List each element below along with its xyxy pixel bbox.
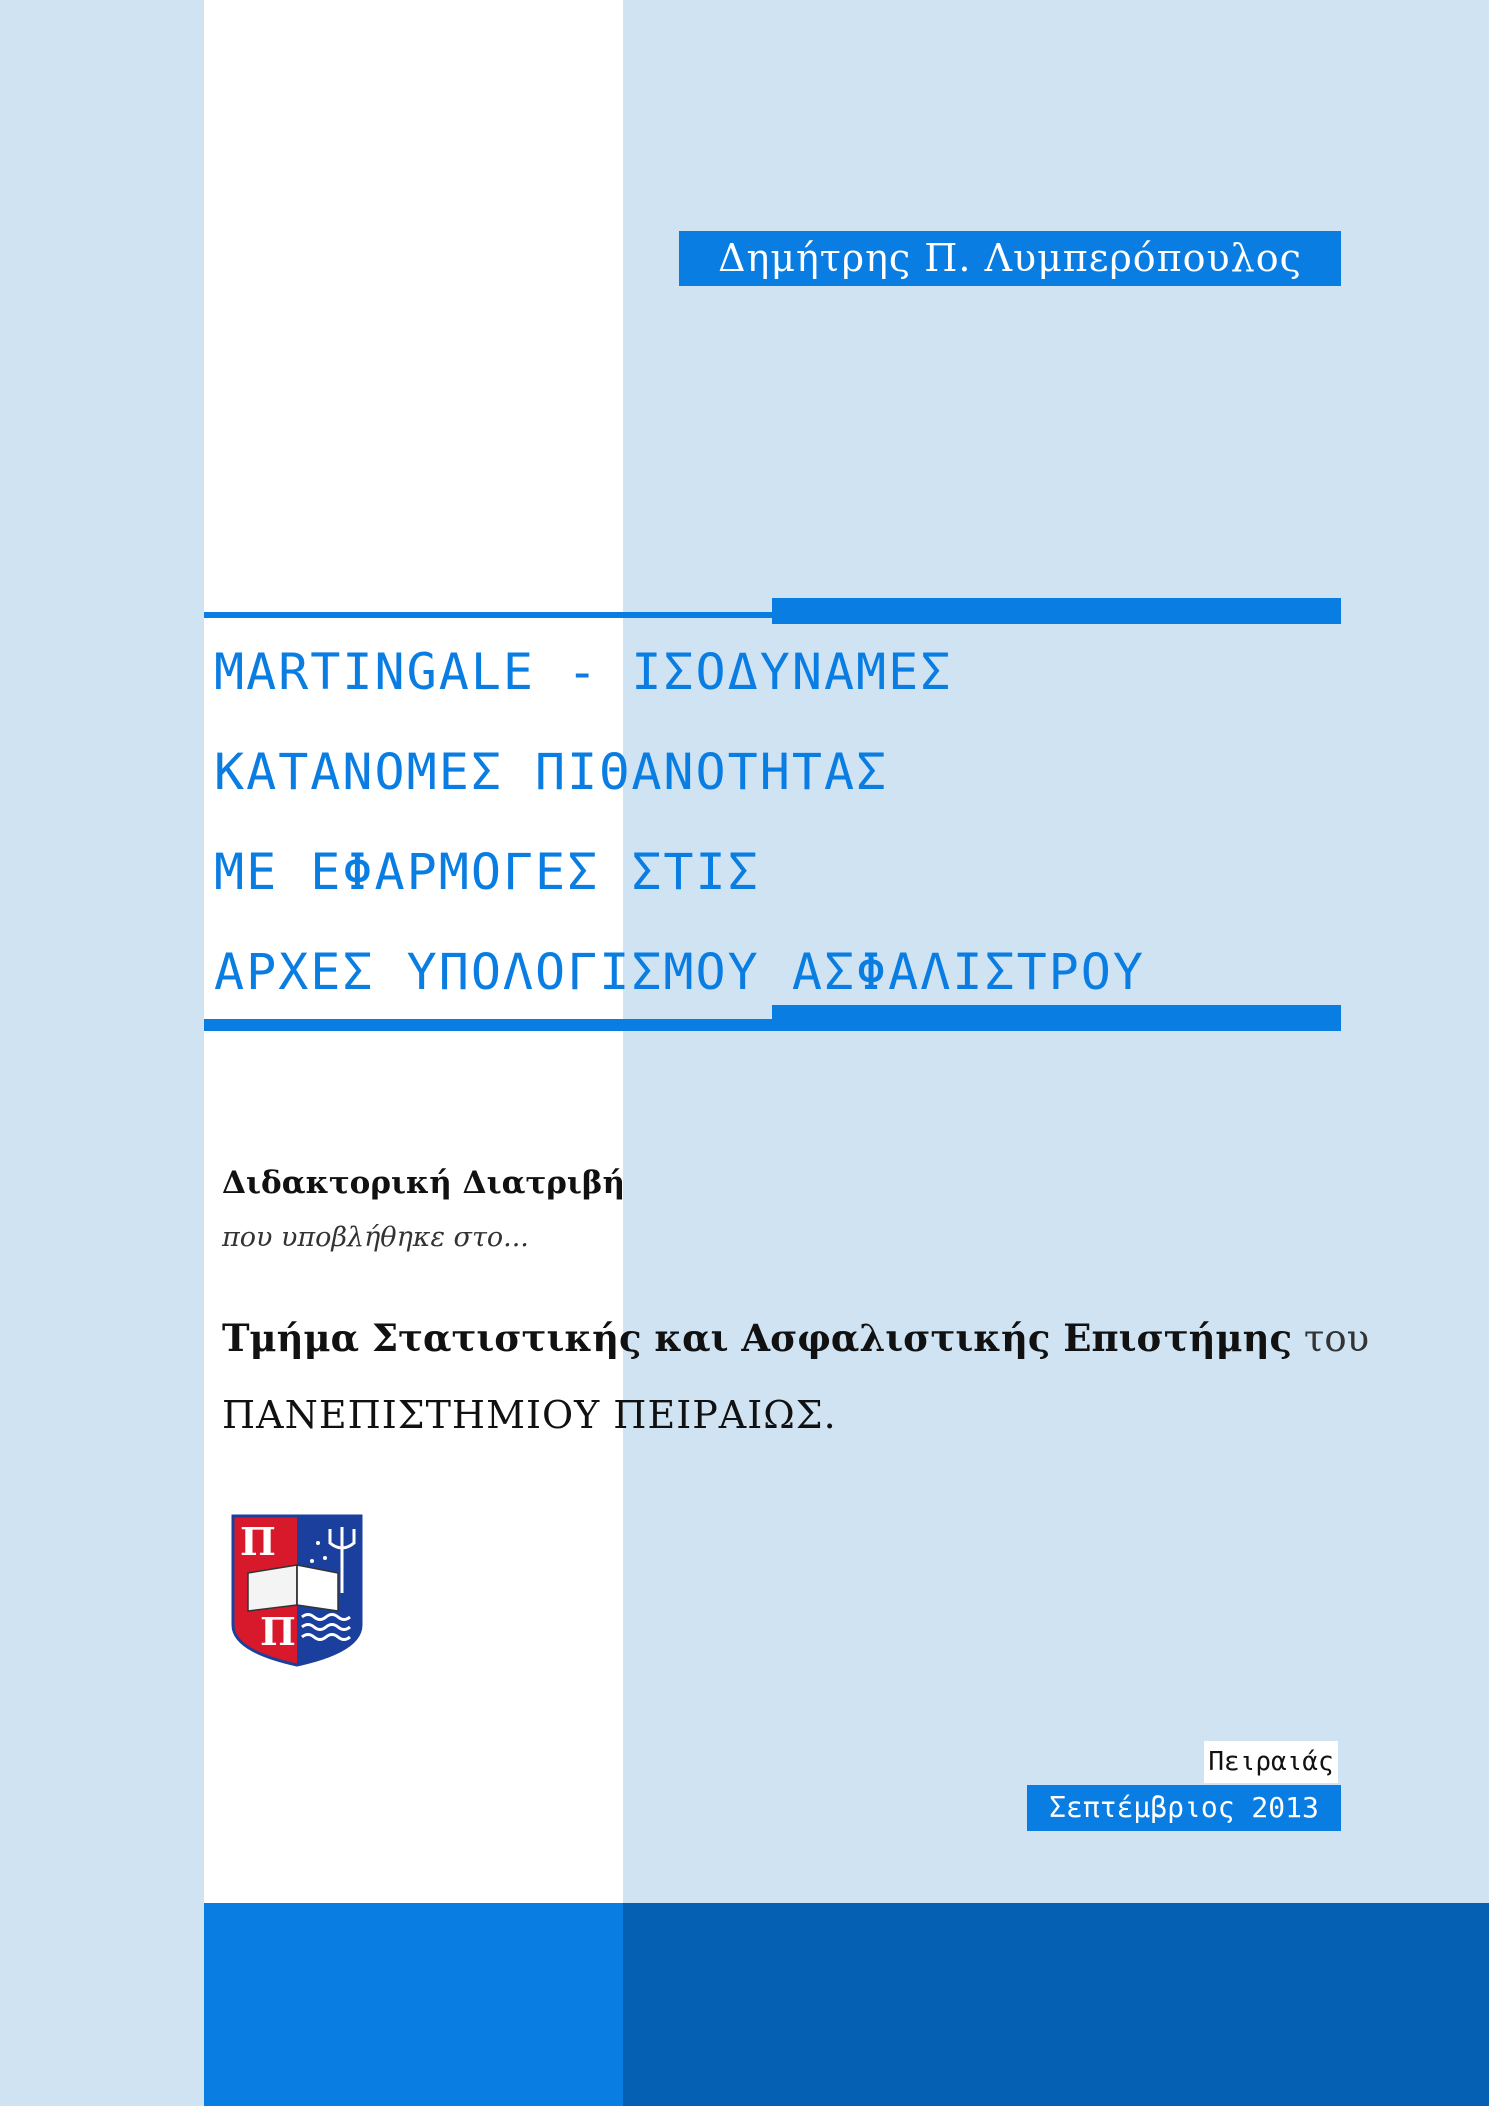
title-line: ΜΕ ΕΦΑΡΜΟΓΕΣ ΣΤΙΣ — [214, 843, 760, 901]
author-name: Δημήτρης Π. Λυμπερόπουλος — [679, 231, 1341, 286]
thesis-type: Διδακτορική Διατριβή — [222, 1165, 626, 1201]
bottom-band-right — [623, 1903, 1489, 2106]
svg-text:Π: Π — [260, 1609, 296, 1654]
city: Πειραιάς — [1204, 1741, 1338, 1783]
department-suffix: του — [1303, 1317, 1370, 1360]
svg-text:Π: Π — [240, 1519, 276, 1564]
white-panel — [204, 0, 626, 2106]
title-line: MARTINGALE - ΙΣΟΔΥΝΑΜΕΣ — [214, 643, 953, 701]
university-of-piraeus-crest-icon — [230, 1513, 364, 1668]
title-bottom-rule-thick — [772, 1005, 1341, 1031]
submitted-to: που υποβλήθηκε στο... — [222, 1222, 529, 1253]
department — [222, 1316, 1369, 1360]
title-top-rule-thick — [772, 598, 1341, 624]
publication-date: Σεπτέμβριος 2013 — [1027, 1785, 1341, 1831]
bottom-band-left — [204, 1903, 623, 2106]
university-name: ΠΑΝΕΠΙΣΤΗΜΙΟΥ ΠΕΙΡΑΙΩΣ. — [222, 1393, 837, 1437]
title-line: ΚΑΤΑΝΟΜΕΣ ΠΙΘΑΝΟΤΗΤΑΣ — [214, 743, 889, 801]
department-name: Τμήμα Στατιστικής και Ασφαλιστικής Επιστήμης — [222, 1316, 1293, 1360]
title-line: ΑΡΧΕΣ ΥΠΟΛΟΓΙΣΜΟΥ ΑΣΦΑΛΙΣΤΡΟΥ — [214, 943, 1145, 1001]
title-top-rule — [204, 612, 1341, 618]
title-bottom-rule — [204, 1019, 772, 1031]
thesis-title — [214, 622, 1334, 1022]
